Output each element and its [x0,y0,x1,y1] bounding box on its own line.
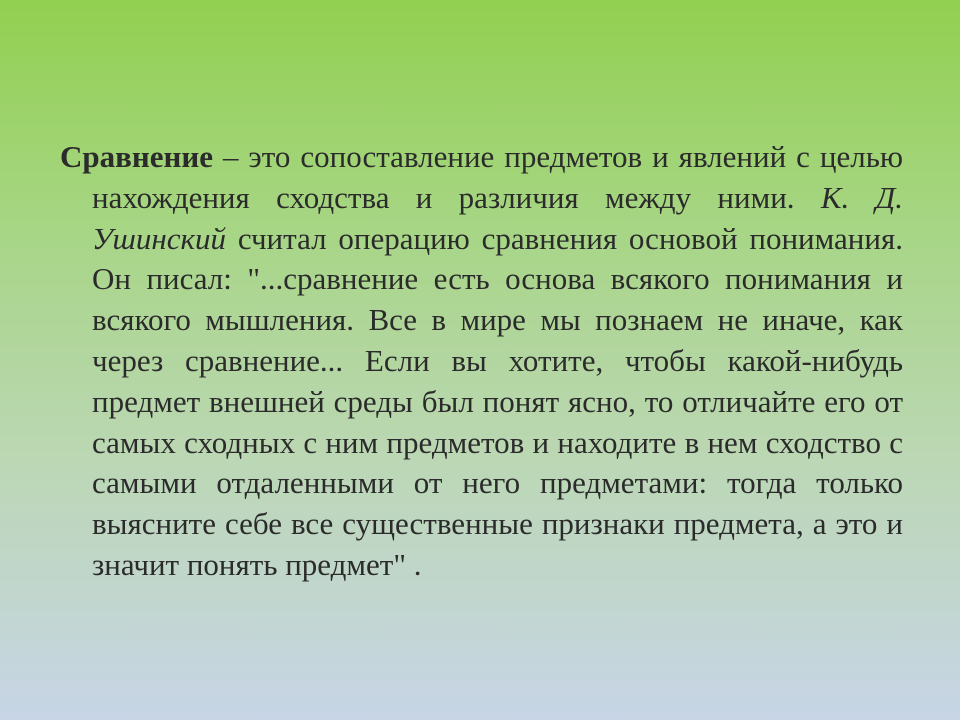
main-text-block [60,137,903,586]
quote-text: считал операцию сравнения основой понимания. Он писал: "...сравнение есть основа всякого понимания и всякого мышления. Все в мире мы познаем не иначе, как через сравнение... Если вы хотите, чтобы какой-нибудь предмет внешней среды был понят ясно, то отличайте его от самых сходных с ним предметов и находите в нем сходство с самыми отдаленными от него предметами: тогда только выясните себе все существенные признаки предмета, а это и значит понять предмет" . [92,220,903,582]
author-name: К. Д. Ушинский [92,179,903,256]
definition-paragraph [60,137,903,586]
definition-text: – это сопоставление предметов и явлений с целью нахождения сходства и различия между ними. [92,139,903,215]
term-word: Сравнение [60,139,213,174]
